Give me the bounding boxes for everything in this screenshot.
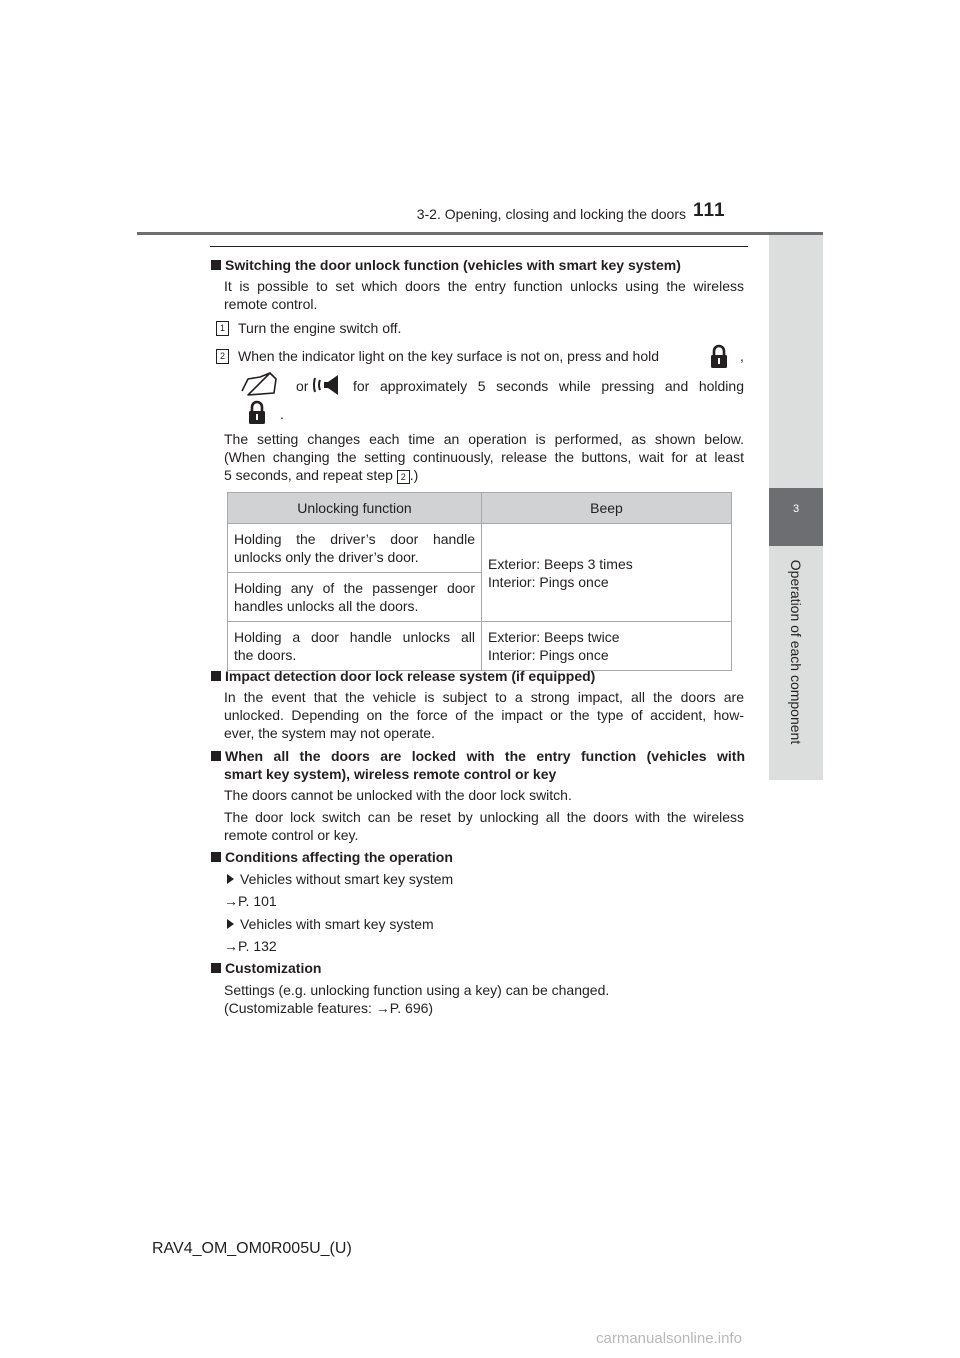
step-2-line2: for approximately 5 seconds while pressing and holding (353, 378, 744, 394)
table-header: Beep (482, 493, 732, 524)
section-rule (210, 246, 748, 247)
page-ref: →P. 132 (224, 938, 277, 954)
switching-heading: Switching the door unlock function (vehicles with smart key system) (211, 257, 681, 273)
conditions-heading: Conditions affecting the operation (211, 849, 453, 865)
impact-heading: Impact detection door lock release system (if equipped) (211, 668, 595, 684)
bullet-square (211, 751, 221, 761)
switching-intro-line1: It is possible to set which doors the entry function unlocks using the wireless (224, 278, 744, 294)
bullet-square (211, 963, 221, 973)
bullet-square (211, 671, 221, 681)
triangle-bullet-icon (227, 919, 234, 929)
step-ref: 2 (397, 470, 410, 484)
locked-text1: The doors cannot be unlocked with the door lock switch. (224, 787, 572, 803)
table-cell: Holding any of the passenger door handles unlocks all the doors. (228, 573, 482, 622)
table-cell: Exterior: Beeps 3 times Interior: Pings once (482, 524, 732, 622)
locked-heading: When all the doors are locked with the entry function (vehicles with (211, 748, 745, 764)
table-header: Unlocking function (228, 493, 482, 524)
step-2-comma: , (740, 348, 744, 364)
watermark: carmanualsonline.info (596, 1330, 742, 1347)
customization-line2: (Customizable features: →P. 696) (224, 1000, 434, 1016)
panic-horn-icon (313, 372, 345, 398)
customization-heading: Customization (211, 960, 321, 976)
section-title: 3-2. Opening, closing and locking the doors (416, 206, 686, 222)
customization-line1: Settings (e.g. unlocking function using a key) can be changed. (224, 982, 610, 998)
step-1-text: Turn the engine switch off. (238, 320, 402, 336)
table-cell: Holding the driver’s door handle unlocks only the driver’s door. (228, 524, 482, 573)
impact-line2: unlocked. Depending on the force of the impact or the type of accident, how- (224, 707, 744, 723)
note-line2: (When changing the setting continuously, release the buttons, wait for at least (224, 449, 744, 465)
chapter-number: 3 (769, 488, 823, 546)
switching-intro-line2: remote control. (224, 296, 318, 312)
step-1-number: 1 (216, 321, 229, 336)
step-2-or: or (296, 378, 309, 394)
page-number: 111 (693, 200, 726, 221)
table-cell: Exterior: Beeps twice Interior: Pings once (482, 622, 732, 671)
tailgate-icon (240, 371, 280, 399)
bullet-square (211, 260, 221, 270)
locked-heading-line2: smart key system), wireless remote control or key (224, 766, 557, 782)
note-line3: 5 seconds, and repeat step 2 .) (224, 467, 419, 483)
unlock-function-table (227, 492, 732, 671)
list-item: Vehicles with smart key system (227, 915, 434, 934)
locked-text2-line1: The door lock switch can be reset by unlocking all the doors with the wireless (224, 809, 744, 825)
locked-text2-line2: remote control or key. (224, 827, 359, 843)
document-code: RAV4_OM_OM0R005U_(U) (152, 1240, 352, 1257)
impact-line3: ever, the system may not operate. (224, 725, 435, 741)
header-rule (137, 232, 823, 235)
step-2-number: 2 (216, 349, 229, 364)
impact-line1: In the event that the vehicle is subject to a strong impact, all the doors are (224, 689, 744, 705)
bullet-square (211, 852, 221, 862)
step-2-line1: When the indicator light on the key surface is not on, press and hold (238, 348, 660, 364)
list-item: Vehicles without smart key system (227, 870, 453, 889)
lock-icon (244, 400, 270, 426)
note-line1: The setting changes each time an operation is performed, as shown below. (224, 431, 744, 447)
table-cell: Holding a door handle unlocks all the doors. (228, 622, 482, 671)
triangle-bullet-icon (227, 874, 234, 884)
page-ref: →P. 101 (224, 893, 277, 909)
step-2-period: . (280, 406, 284, 422)
lock-icon (706, 344, 732, 370)
